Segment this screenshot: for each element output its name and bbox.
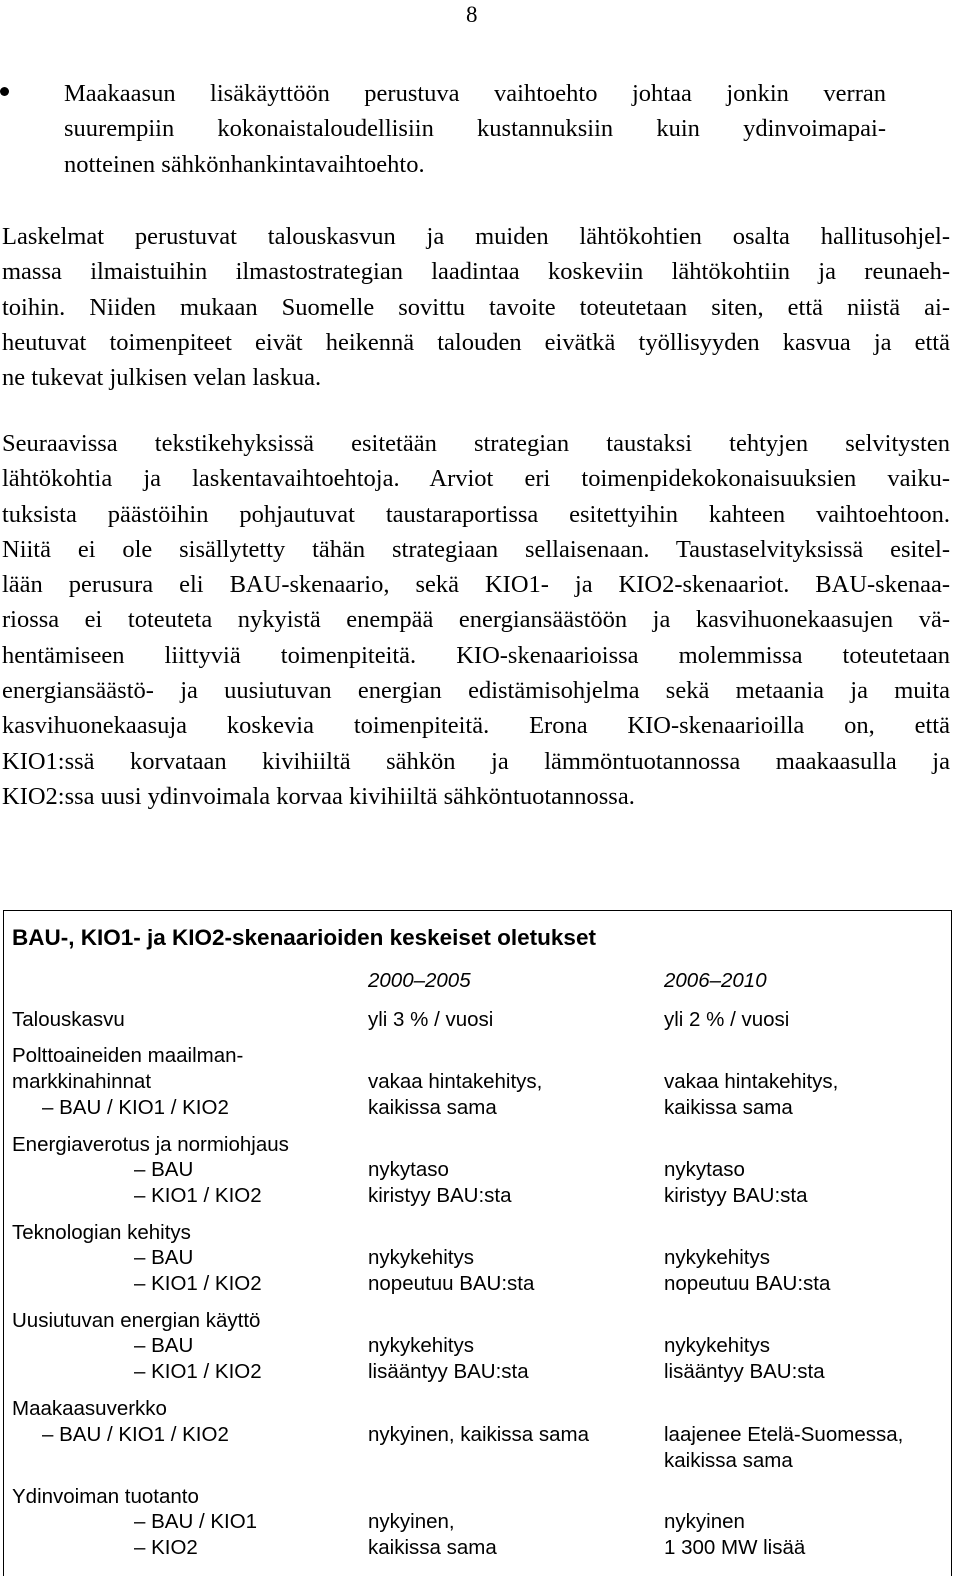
row-sublabel: – KIO2 (134, 1536, 198, 1559)
text-line: Niitä ei ole sisällytetty tähän strategiaan sellaisenaan. Taustaselvityksissä esitel- (2, 535, 950, 563)
row-label: markkinahinnat (12, 1070, 152, 1093)
cell: vakaa hintakehitys, (368, 1070, 543, 1093)
text-line: hentämiseen liittyviä toimenpiteitä. KIO-skenaarioissa molemmissa toteutetaan (2, 641, 950, 669)
row-sublabel: – KIO1 / KIO2 (134, 1360, 262, 1383)
row-sublabel: – BAU / KIO1 / KIO2 (42, 1096, 229, 1119)
paragraph-2 (2, 426, 950, 814)
cell: nykykehitys (664, 1246, 770, 1269)
cell: kaikissa sama (664, 1449, 793, 1472)
text-line: heutuvat toimenpiteet eivät heikennä talouden eivätkä työllisyyden kasvua ja että (2, 328, 950, 356)
scenario-assumptions-box (3, 910, 952, 1576)
cell: lisääntyy BAU:sta (664, 1360, 825, 1383)
text-line: tuksista päästöihin pohjautuvat taustaraportissa esitettyihin kahteen vaihtoehtoon. (2, 500, 950, 528)
text-line: energiansäästö- ja uusiutuvan energian edistämisohjelma sekä metaania ja muita (2, 677, 950, 705)
text-line: KIO2:ssa uusi ydinvoimala korvaa kivihiiltä sähköntuotannossa. (2, 782, 635, 810)
row-label: Maakaasuverkko (12, 1397, 167, 1420)
row-sublabel: – KIO1 / KIO2 (134, 1184, 262, 1207)
cell: lisääntyy BAU:sta (368, 1360, 529, 1383)
row-sublabel: – BAU / KIO1 (134, 1510, 258, 1533)
row-label: Teknologian kehitys (12, 1221, 191, 1244)
cell: kaikissa sama (368, 1536, 497, 1559)
cell: nopeutuu BAU:sta (664, 1272, 831, 1295)
cell: nykytaso (664, 1158, 745, 1181)
row-label: Ydinvoiman tuotanto (12, 1485, 199, 1508)
text-line: lähtökohtia ja laskentavaihtoehtoja. Arviot eri toimenpidekokonaisuuksien vaiku- (2, 465, 950, 493)
row-sublabel: – BAU / KIO1 / KIO2 (42, 1423, 229, 1446)
cell: nykyinen, (368, 1510, 455, 1533)
text-line: toihin. Niiden mukaan Suomelle sovittu tavoite toteutetaan siten, että niistä ai- (2, 293, 950, 321)
cell: nykykehitys (368, 1246, 474, 1269)
text-line: kasvihuonekaasuja koskevia toimenpiteitä. Erona KIO-skenaarioilla on, että (2, 712, 950, 740)
row-sublabel: – BAU (134, 1334, 194, 1357)
paragraph-1 (2, 219, 950, 395)
row-label: Energiaverotus ja normiohjaus (12, 1133, 289, 1156)
text-line: lään perusura eli BAU-skenaario, sekä KIO1- ja KIO2-skenaariot. BAU-skenaa- (2, 571, 950, 599)
cell: nykykehitys (664, 1334, 770, 1357)
text-line: Maakaasun lisäkäyttöön perustuva vaihtoehto johtaa jonkin verran (64, 80, 886, 107)
text-line: notteinen sähkönhankintavaihtoehto. (64, 150, 425, 178)
text-line: ne tukevat julkisen velan laskua. (2, 364, 322, 392)
text-line: riossa ei toteuteta nykyistä enempää energiansäästöön ja kasvihuonekaasujen vä- (2, 606, 950, 634)
cell: nykyinen (664, 1510, 745, 1533)
text-line: suurempiin kokonaistaloudellisiin kustannuksiin kuin ydinvoimapai- (64, 115, 886, 143)
bullet-text (64, 76, 886, 182)
cell: laajenee Etelä-Suomessa, (664, 1423, 904, 1446)
cell: nykyinen, kaikissa sama (368, 1423, 590, 1446)
cell: 1 300 MW lisää (664, 1536, 806, 1559)
cell: kaikissa sama (664, 1096, 793, 1119)
row-label: Talouskasvu (12, 1008, 125, 1031)
row-sublabel: – BAU (134, 1246, 194, 1269)
cell: yli 2 % / vuosi (664, 1008, 790, 1031)
text-line: Seuraavissa tekstikehyksissä esitetään strategian taustaksi tehtyjen selvitysten (2, 430, 950, 457)
text-line: Laskelmat perustuvat talouskasvun ja muiden lähtökohtien osalta hallitusohjel- (2, 223, 950, 250)
cell: yli 3 % / vuosi (368, 1008, 494, 1031)
row-label: Uusiutuvan energian käyttö (12, 1309, 261, 1332)
cell: kiristyy BAU:sta (664, 1184, 808, 1207)
cell: vakaa hintakehitys, (664, 1070, 839, 1093)
box-title: BAU-, KIO1- ja KIO2-skenaarioiden keskeiset oletukset (12, 925, 596, 950)
cell: nopeutuu BAU:sta (368, 1272, 535, 1295)
cell: nykykehitys (368, 1334, 474, 1357)
text-line: massa ilmaistuihin ilmastostrategian laadintaa koskeviin lähtökohtiin ja reunaeh- (2, 258, 950, 286)
row-sublabel: – KIO1 / KIO2 (134, 1272, 262, 1295)
row-label: Polttoaineiden maailman- (12, 1044, 244, 1067)
row-sublabel: – BAU (134, 1158, 194, 1181)
cell: kiristyy BAU:sta (368, 1184, 512, 1207)
page-number: 8 (466, 2, 478, 27)
column-header-2000-2005: 2000–2005 (368, 969, 471, 992)
column-header-2006-2010: 2006–2010 (664, 969, 767, 992)
text-line: KIO1:ssä korvataan kivihiiltä sähkön ja lämmöntuotannossa maakaasulla ja (2, 747, 950, 775)
bullet-dot-icon (0, 87, 9, 96)
cell: nykytaso (368, 1158, 449, 1181)
cell: kaikissa sama (368, 1096, 497, 1119)
